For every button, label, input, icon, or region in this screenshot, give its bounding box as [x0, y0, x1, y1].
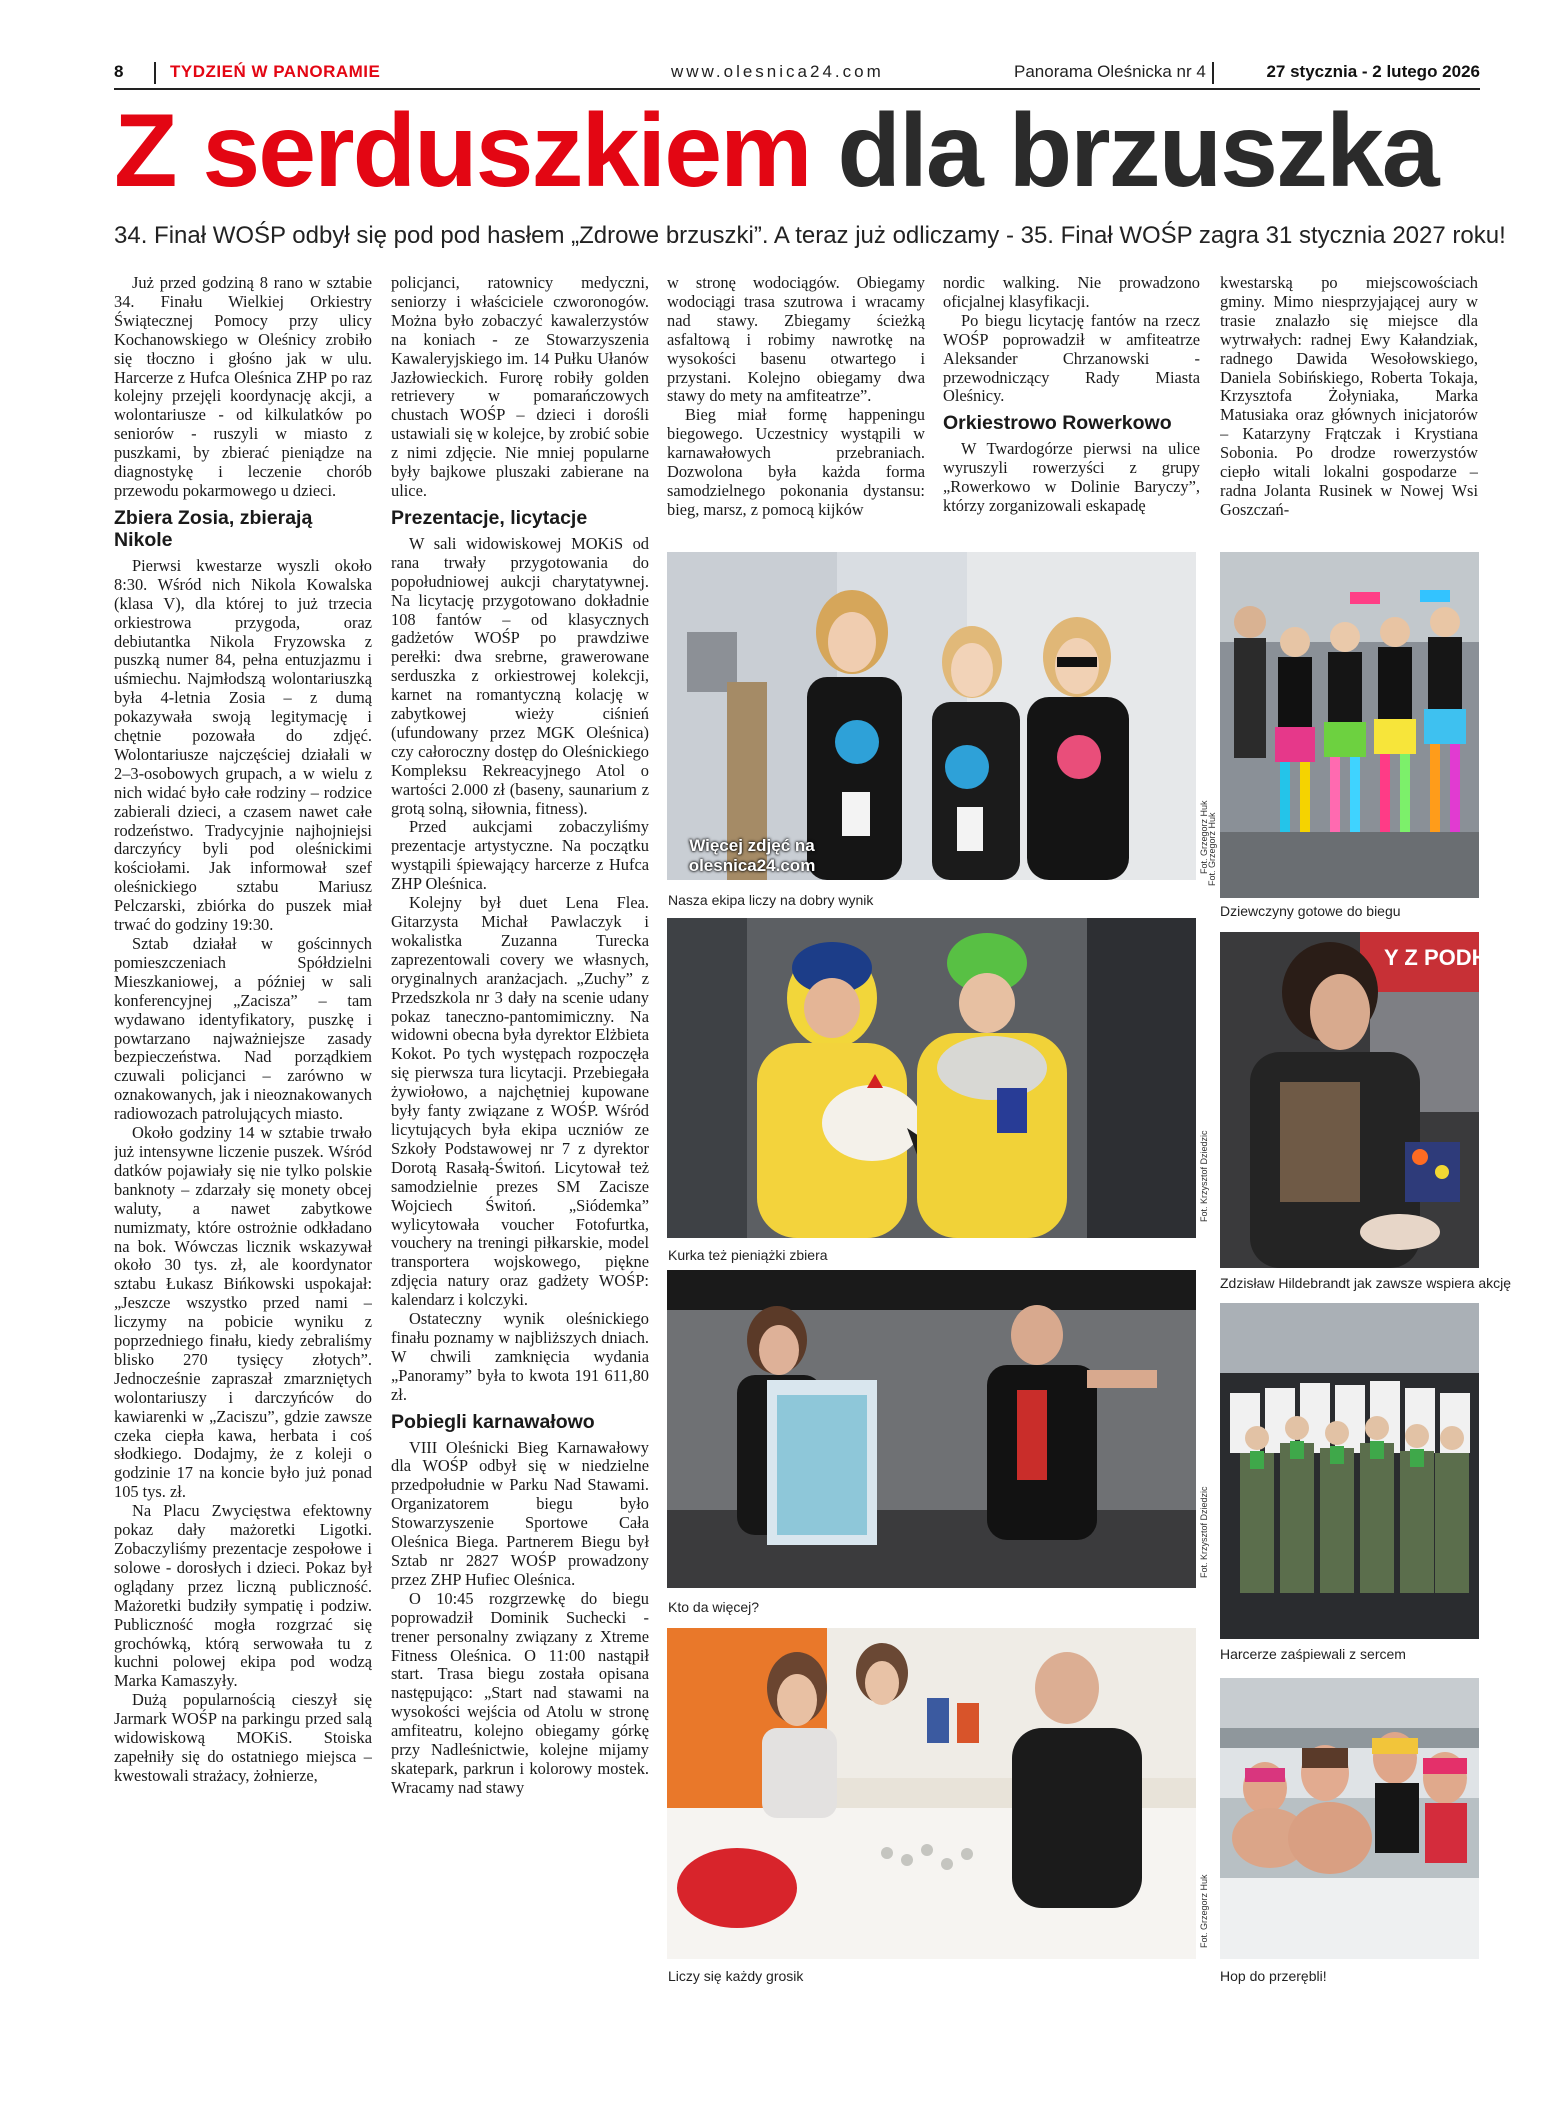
- paragraph: W Twardogórze pierwsi na ulice wyruszyli rowerzyści z grupy „Rowerkowo w Dolinie Baryczy”, którzy zorganizowali eskapadę: [943, 439, 1200, 516]
- photo-runners: [1220, 552, 1479, 898]
- paragraph: W sali widowiskowej MOKiS od rana trwały przygotowania do popołudniowej aukcji charytatywnej. Na licytację przygotowano dokładnie 108 fantów – od klasycznych gadżetów WOŚP po prawdziwe perełki: dwa srebrne, grawerowane serduszka z orkiestrowej kolekcji, karnet na romantyczną kolację w zabytkowej wieży ciśnień (ufundowany przez MGK Oleśnica) czy całoroczny dostęp do Oleśnickiego Kompleksu Rekreacyjnego Atol o wartości 2.000 zł (baseny, saunarium z grotą solną, siłownia, fitness).: [391, 533, 649, 818]
- section-name: TYDZIEŃ W PANORAMIE: [170, 62, 381, 81]
- website-link[interactable]: www.olesnica24.com: [671, 62, 884, 81]
- title-red-part: Z serduszkiem: [114, 93, 811, 209]
- paragraph: Już przed godziną 8 rano w sztabie 34. Finału Wielkiej Orkiestry Świątecznej Pomocy przy ulicy Kochanowskiego w Oleśnicy zrobiło się tłoczno i głośno jak w ulu. Harcerze z Hufca Oleśnica ZHP po raz kolejny przejęli koordynację akcji, a wolontariusze - od kilkulatków po seniorów - ruszyli w miasto z puszkami, by zbierać pieniądze na diagnostykę i leczenie chorób przewodu pokarmowego u dzieci.: [114, 274, 372, 500]
- photo-credit: Fot. Grzegorz Huk: [1199, 1874, 1209, 1948]
- section-heading: Prezentacje, licytacje: [391, 506, 588, 529]
- banner-text: Y Z PODHA: [1384, 945, 1504, 970]
- photo-credit: Fot. Grzegorz Huk: [1199, 800, 1209, 874]
- article-title: [114, 93, 1514, 209]
- paragraph: Przed aukcjami zobaczyliśmy prezentacje artystyczne. Na początku wystąpili śpiewający harcerze z Hufca ZHP Oleśnica.: [391, 817, 649, 894]
- paragraph: policjanci, ratownicy medyczni, seniorzy i właściciele czworonogów. Można było zobaczyć kawalerzystów na koniach - ze Stowarzyszenia Kawaleryjskiego im. 14 Pułku Ułanów Jazłowieckich. Furorę robiły golden retrievery w pomarańczowych chustach WOŚP – dzieci i dorośli ustawiali się w kolejce, by zrobić sobie z nimi zdjęcie. Nie mniej popularne były bajkowe pluszaki zabierane na ulice.: [391, 274, 649, 500]
- issue-date: 27 stycznia - 2 lutego 2026: [1266, 62, 1480, 81]
- paragraph: Pierwsi kwestarze wyszli około 8:30. Wśród nich Nikola Kowalska (klasa V), dla której to już trzecia orkiestrowa przygoda, oraz debiutantka Nikola Fryzowska z puszką numer 84, pełna entuzjazmu i uśmiechu. Najmłodszą wolontariuszką była 4-letnia Zosia – z dumą pokazywała swoją legitymację i chętnie pozowała do zdjęć. Wolontariusze najczęściej działali w 2–3-osobowych grupach, a w wielu z nich widać było całe rodziny – rodzice zabierali dzieci, a czasem nawet całe rodzeństwo. Tradycyjnie najhojniejsi darczyńcy byli pod oleśnickimi kościołami. Jak informował szef oleśnickiego sztabu Mariusz Pelczarski, zbiórka do puszek miał trwać do godziny 19:30.: [114, 555, 372, 935]
- photo-volunteers: [667, 552, 1196, 880]
- photo-caption: Nasza ekipa liczy na dobry wynik: [668, 892, 874, 908]
- photo-caption: Zdzisław Hildebrandt jak zawsze wspiera akcję: [1220, 1275, 1512, 1291]
- paragraph: Dużą popularnością cieszył się Jarmark WOŚP na parkingu przed salą widowiskową MOKiS. Stoiska zapełniły się do ostatniego miejsca – kwestowali strażacy, żołnierze,: [114, 1690, 372, 1785]
- page-number: 8: [114, 62, 124, 81]
- text-column-3: [667, 274, 925, 538]
- page-header: [114, 62, 1480, 86]
- title-dark-part: dla brzuszka: [837, 93, 1438, 209]
- paragraph: Sztab działał w gościnnych pomieszczeniach Spółdzielni Mieszkaniowej, a później w sali konferencyjnej „Zacisza” – tam wydawano identyfikatory, puszkę i powtarzano najważniejsze zasady bezpieczeństwa. Nad porządkiem czuwali policjanci – zarówno w oznakowanych, jak i nieoznakowanych radiowozach patrolujących miasto.: [114, 934, 372, 1124]
- photo-chicken: [667, 918, 1196, 1238]
- more-photos-line2: olesnica24.com: [688, 856, 816, 875]
- paragraph: w stronę wodociągów. Obiegamy wodociągi trasa szutrowa i wracamy nad stawy. Zbiegamy ścieżką asfaltową i robimy nawrotkę na wysokości basenu otwartego i przystani. Kolejno obiegamy dwa stawy do mety na amfiteatrze”.: [667, 274, 925, 406]
- paragraph: Bieg miał formę happeningu biegowego. Uczestnicy wystąpili w karnawałowych przebraniach. Dozwolona była każda forma samodzielnego pokonania dystansu: bieg, marsz, z pomocą kijków: [667, 405, 925, 519]
- text-column-1: [114, 274, 372, 1984]
- header-divider: [154, 62, 156, 84]
- photo-caption: Hop do przerębli!: [1220, 1968, 1327, 1984]
- paragraph: Kolejny był duet Lena Flea. Gitarzysta Michał Pawlaczyk i wokalistka Zuzanna Turecka zaprezentowali covery we własnych, oryginalnych aranżacjach. „Zuchy” z Przedszkola nr 3 dały na scenie udany pokaz taneczno-pantomimiczny. Na widowni obecna była dyrektor Elżbieta Kokot. Po tych występach rozpoczęła się pierwsza tura licytacji. Przebiegała żywiołowo, a najchętniej kupowane były fanty związane z WOŚP. Wśród licytujących była ekipa uczniów ze Szkoły Podstawowej nr 7 z dyrektor Dorotą Rasałą-Świtoń. Licytował też samodzielnie prezes SM Zacisze Wojciech Świtoń. „Siódemka” wylicytowała voucher Fotofurtka, vouchery na treningi piłkarskie, model transportera wojskowego, piękne zdjęcia natury oraz gadżety WOŚP: kalendarz i kolczyki.: [391, 893, 649, 1310]
- photo-caption: Harcerze zaśpiewali z sercem: [1220, 1646, 1406, 1662]
- photo-auction: [667, 1270, 1196, 1588]
- paragraph: Ostateczny wynik oleśnickiego finału poznamy w najbliższych dniach. W chwili zamknięcia wydania „Panoramy” była to kwota 191 611,80 zł.: [391, 1309, 649, 1404]
- photo-credit: Fot. Grzegorz Huk: [1207, 812, 1217, 886]
- article-lead: 34. Finał WOŚP odbył się pod pod hasłem „Zdrowe brzuszki”. A teraz już odliczamy - 35. Finał WOŚP zagra 31 stycznia 2027 roku!: [114, 222, 1506, 249]
- paragraph: nordic walking. Nie prowadzono oficjalnej klasyfikacji.: [943, 274, 1200, 311]
- paragraph: VIII Oleśnicki Bieg Karnawałowy dla WOŚP odbył się w niedzielne przedpołudnie w Parku Nad Stawami. Organizatorem biegu było Stowarzyszenie Sportowe Cała Oleśnica Biega. Partnerem Biegu był Sztab nr 2827 WOŚP prowadzony przez ZHP Hufiec Oleśnica.: [391, 1437, 649, 1589]
- photo-ice-swim: [1220, 1678, 1479, 1959]
- photo-caption: Dziewczyny gotowe do biegu: [1220, 903, 1401, 919]
- more-photos-overlay[interactable]: [683, 836, 821, 876]
- paragraph: Na Placu Zwycięstwa efektowny pokaz dały mażoretki Ligotki. Zobaczyliśmy prezentacje zespołowe i solowe - dorosłych i dzieci. Pokaz był oglądany przez liczną publiczność. Mażoretki budziły sympatię i podziw. Publiczność mogła rozgrzać się grochówką, którą serwowała tu z kuchni polowej ekipa pod wodzą Marka Kamaszyły.: [114, 1501, 372, 1691]
- header-rule: [114, 88, 1480, 90]
- section-heading: Zbiera Zosia, zbierają Nikole: [114, 506, 313, 551]
- header-divider: [1212, 62, 1214, 84]
- photo-credit: Fot. Krzysztof Dziedzic: [1199, 1486, 1209, 1578]
- issue-label: Panorama Oleśnicka nr 4: [1014, 62, 1206, 81]
- photo-counting: [667, 1628, 1196, 1959]
- text-column-2: [391, 274, 649, 1984]
- paragraph: Po biegu licytację fantów na rzecz WOŚP poprowadził w amfiteatrze Aleksander Chrzanowski - przewodniczący Rady Miasta Oleśnicy.: [943, 310, 1200, 406]
- text-column-4: [943, 274, 1200, 538]
- paragraph: O 10:45 rozgrzewkę do biegu poprowadził Dominik Suchecki - trener personalny związany z Xtreme Fitness Oleśnica. O 11:00 nastąpił start. Trasa biegu została opisana następująco: „Start nad stawami na wysokości wejścia od Atolu w stronę amfiteatru, kolejno obiegamy górkę przy Nadleśnictwie, kolejne mijamy skatepark, parkrun i kolorowy mostek. Wracamy nad stawy: [391, 1588, 649, 1797]
- photo-caption: Kto da więcej?: [668, 1599, 760, 1615]
- paragraph: Około godziny 14 w sztabie trwało już intensywne liczenie puszek. Wśród datków pojawiały się nie tylko polskie banknoty – zdarzały się monety obcej waluty, a nawet zabytkowe numizmaty, które ostrożnie odkładano na bok. Wówczas licznik wskazywał około 30 tys. zł, ale koordynator sztabu Łukasz Bińkowski uspokajał: „Jeszcze wszystko przed nami – liczymy na pobicie wyniku z poprzedniego finału, kiedy zebraliśmy blisko 270 tysięcy złotych”. Jednocześnie zapraszał zmarzniętych wolontariuszy i darczyńców do kawiarenki w „Zaciszu”, gdzie zawsze czeka ciepła kawa, herbata i coś słodkiego. Dodajmy, że z koleji o godzinie 17 na koncie było już ponad 105 tys. zł.: [114, 1123, 372, 1502]
- photo-caption: Liczy się każdy grosik: [668, 1968, 804, 1984]
- more-photos-line1: Więcej zdjęć na: [689, 836, 815, 855]
- paragraph: kwestarską po miejscowościach gminy. Mimo niesprzyjającej aury w trasie znalazło się miejsce dla wytrwałych: radnej Ewy Kałandziak, radnego Dawida Wesołowskiego, Daniela Sobińskiego, Roberta Tokaja, Krzysztofa Żołyniaka, Marka Matusiaka oraz głównych inicjatorów – Katarzyny Frątczak i Krystiana Sobonia. Po drodze rowerzystów ciepło witali lokalni gospodarze – radna Jolanta Rusinek w Nowej Wsi Goszczań-: [1220, 274, 1478, 519]
- section-heading: Pobiegli karnawałowo: [391, 1410, 595, 1433]
- text-column-5: [1220, 274, 1478, 538]
- photo-scouts: [1220, 1303, 1479, 1639]
- photo-donation: [1220, 932, 1479, 1268]
- photo-credit: Fot. Krzysztof Dziedzic: [1199, 1130, 1209, 1222]
- section-heading: Orkiestrowo Rowerkowo: [943, 412, 1172, 435]
- photo-caption: Kurka też pieniążki zbiera: [668, 1247, 828, 1263]
